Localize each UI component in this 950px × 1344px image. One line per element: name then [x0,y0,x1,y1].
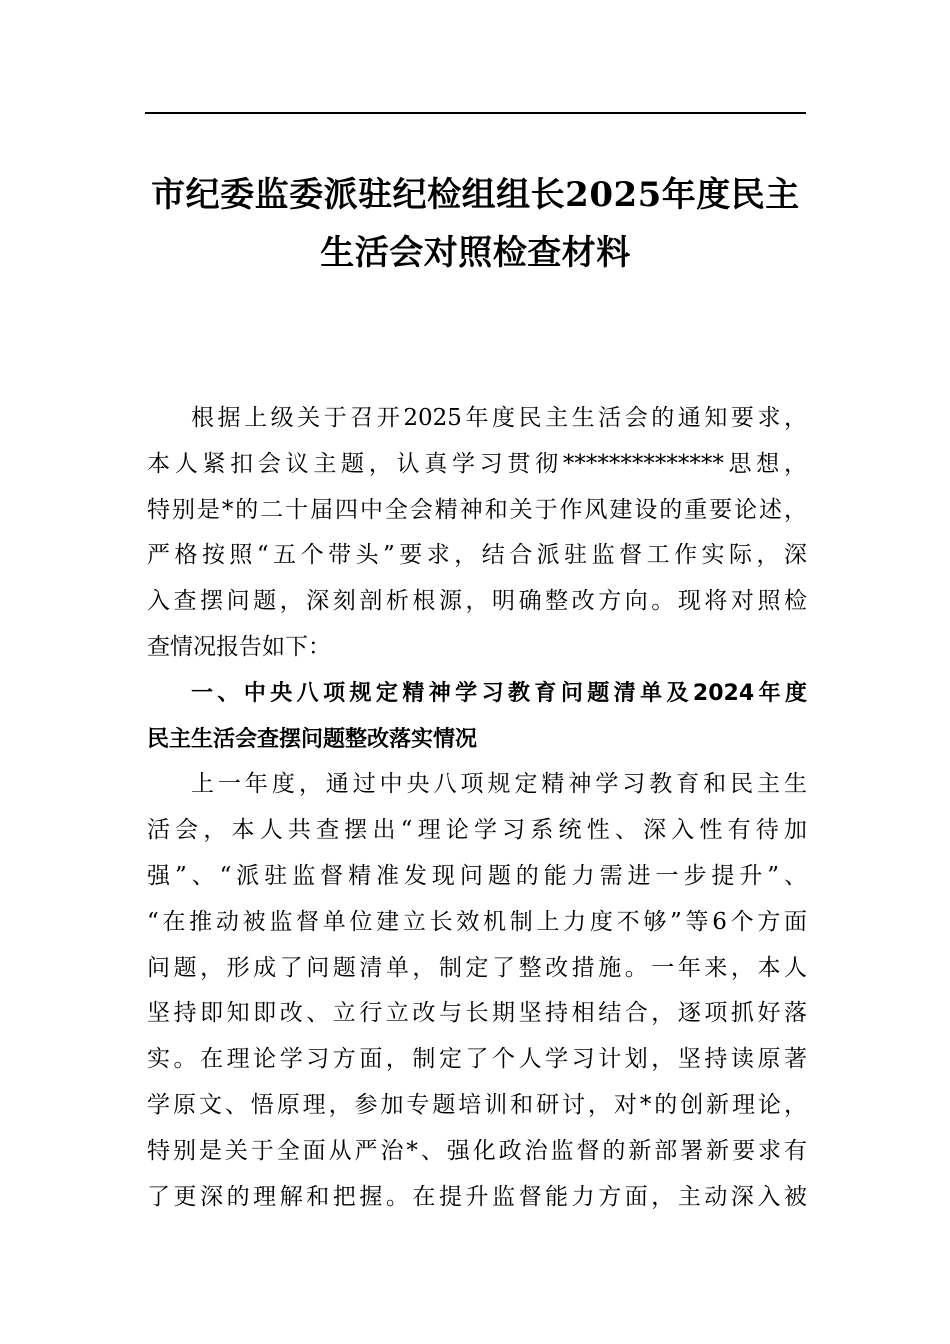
text-line: “在推动被监督单位建立长效机制上力度不够”等6个方面 [147,908,807,935]
text-line: 强”、“派驻监督精准发现问题的能力需进一步提升”、 [147,862,807,889]
text-line: 学原文、悟原理，参加专题培训和研讨，对*的创新理论， [147,1091,807,1118]
text-line: 特别是*的二十届四中全会精神和关于作风建设的重要论述， [147,496,807,523]
title-line-2: 生活会对照检查材料 [320,233,631,273]
text-line: 坚持即知即改、立行立改与长期坚持相结合，逐项抓好落 [147,1000,807,1027]
text-line: 活会，本人共查摆出“理论学习系统性、深入性有待加 [147,817,807,844]
intro-paragraph [147,396,807,671]
text-line: 根据上级关于召开2025年度民主生活会的通知要求， [191,405,807,431]
header-rule [145,112,806,114]
document-body [147,396,807,1220]
heading-line: 民主生活会查摆问题整改落实情况 [147,726,478,752]
text-line: 实。在理论学习方面，制定了个人学习计划，坚持读原著 [147,1046,807,1073]
text-line: 严格按照“五个带头”要求，结合派驻监督工作实际，深 [147,542,807,569]
text-line: 问题，形成了问题清单，制定了整改措施。一年来，本人 [147,954,807,981]
text-line: 特别是关于全面从严治*、强化政治监督的新部署新要求有 [147,1137,807,1164]
section-heading [147,671,807,763]
body-paragraph [147,762,807,1220]
title-line-1: 市纪委监委派驻纪检组组长2025年度民主 [151,175,800,215]
text-line: 了更深的理解和把握。在提升监督能力方面，主动深入被 [147,1183,807,1210]
heading-line: 一、中央八项规定精神学习教育问题清单及2024年度 [191,680,807,706]
document-title [145,166,806,282]
text-line: 入查摆问题，深刻剖析根源，明确整改方向。现将对照检 [147,588,807,615]
text-line: 查情况报告如下： [147,633,331,660]
text-line: 上一年度，通过中央八项规定精神学习教育和民主生 [191,771,807,798]
text-line: 本人紧扣会议主题，认真学习贯彻**************思想， [147,450,807,477]
